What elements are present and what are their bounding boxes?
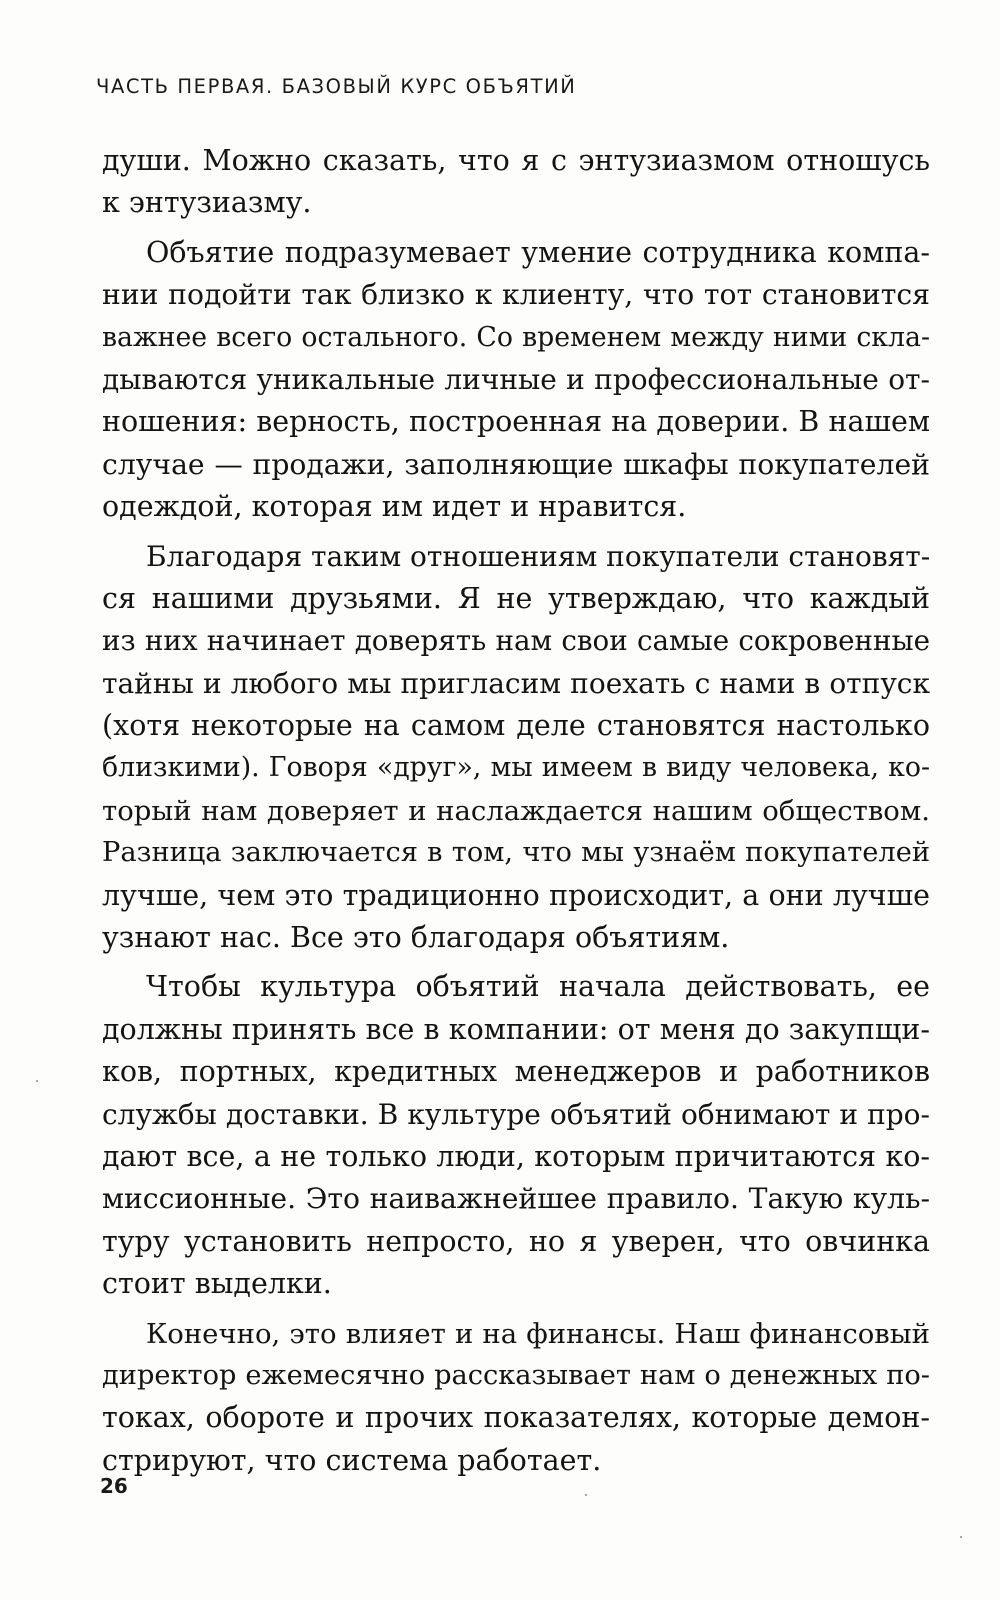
text-line: Разница заключается в том, что мы узнаём покупателей (102, 837, 930, 869)
page-number: 26 (100, 1474, 128, 1498)
text-line: Объятие подразумевает умение сотрудника компа- (146, 235, 930, 269)
text-line: Благодаря таким отношениям покупатели становят- (146, 539, 931, 573)
text-line: токах, обороте и прочих показателях, которые демон- (102, 1401, 930, 1435)
text-line: ков, портных, кредитных менеджеров и работников (102, 1055, 930, 1089)
text-line: (хотя некоторые на самом деле становятся настолько (102, 709, 930, 743)
text-line: службы доставки. В культуре объятий обнимают и про- (102, 1097, 930, 1131)
text-line: ся нашими друзьями. Я не утверждаю, что каждый (102, 581, 930, 615)
text-line: должны принять все в компании: от меня до закупщи- (102, 1012, 930, 1046)
text-line: из них начинает доверять нам свои самые сокровенные (102, 624, 930, 658)
scan-speck (960, 1536, 962, 1538)
paragraph-2 (102, 232, 930, 529)
text-line: стоит выделки. (102, 1267, 332, 1301)
text-line: стрируют, что система работает. (102, 1443, 602, 1477)
text-line: Чтобы культура объятий начала действовать, ее (146, 970, 930, 1004)
text-line: дываются уникальные личные и профессиональные от- (102, 362, 930, 396)
text-line: туру установить непросто, но я уверен, что овчинка (102, 1224, 930, 1258)
text-line: ношения: верность, построенная на доверии. В нашем (102, 405, 930, 439)
text-line: Конечно, это влияет и на финансы. Наш финансовый (146, 1317, 930, 1350)
text-line: нии подойти так близко к клиенту, что тот становится (102, 278, 930, 312)
text-line: к энтузиазму. (102, 186, 312, 220)
text-line: директор ежемесячно рассказывает нам о денежных по- (102, 1359, 930, 1391)
paragraph-3 (102, 536, 930, 960)
scan-speck (585, 1494, 587, 1496)
text-line: дают все, а не только люди, которым причитаются ко- (102, 1139, 930, 1173)
scan-speck (36, 1080, 38, 1082)
text-line: одеждой, которая им идет и нравится. (102, 490, 687, 524)
text-line: души. Можно сказать, что я с энтузиазмом отношусь (102, 144, 930, 177)
running-head: ЧАСТЬ ПЕРВАЯ. БАЗОВЫЙ КУРС ОБЪЯТИЙ (96, 75, 577, 98)
paragraph-1 (102, 140, 930, 225)
text-line: миссионные. Это наиважнейшее правило. Такую куль- (102, 1182, 930, 1216)
paragraph-4 (102, 966, 930, 1305)
text-line: торый нам доверяет и наслаждается нашим обществом. (102, 794, 930, 827)
body-text (102, 140, 930, 1482)
text-line: важнее всего остального. Со временем между ними скла- (102, 321, 930, 353)
text-line: близкими). Говоря «друг», мы имеем в виду человека, ко- (102, 752, 930, 784)
text-line: лучше, чем это традиционно происходит, а они лучше (102, 878, 930, 912)
text-line: узнают нас. Все это благодаря объятиям. (102, 921, 730, 955)
text-line: тайны и любого мы пригласим поехать с нами в отпуск (102, 666, 930, 700)
paragraph-5 (102, 1313, 930, 1483)
text-line: случае — продажи, заполняющие шкафы покупателей (102, 447, 930, 481)
